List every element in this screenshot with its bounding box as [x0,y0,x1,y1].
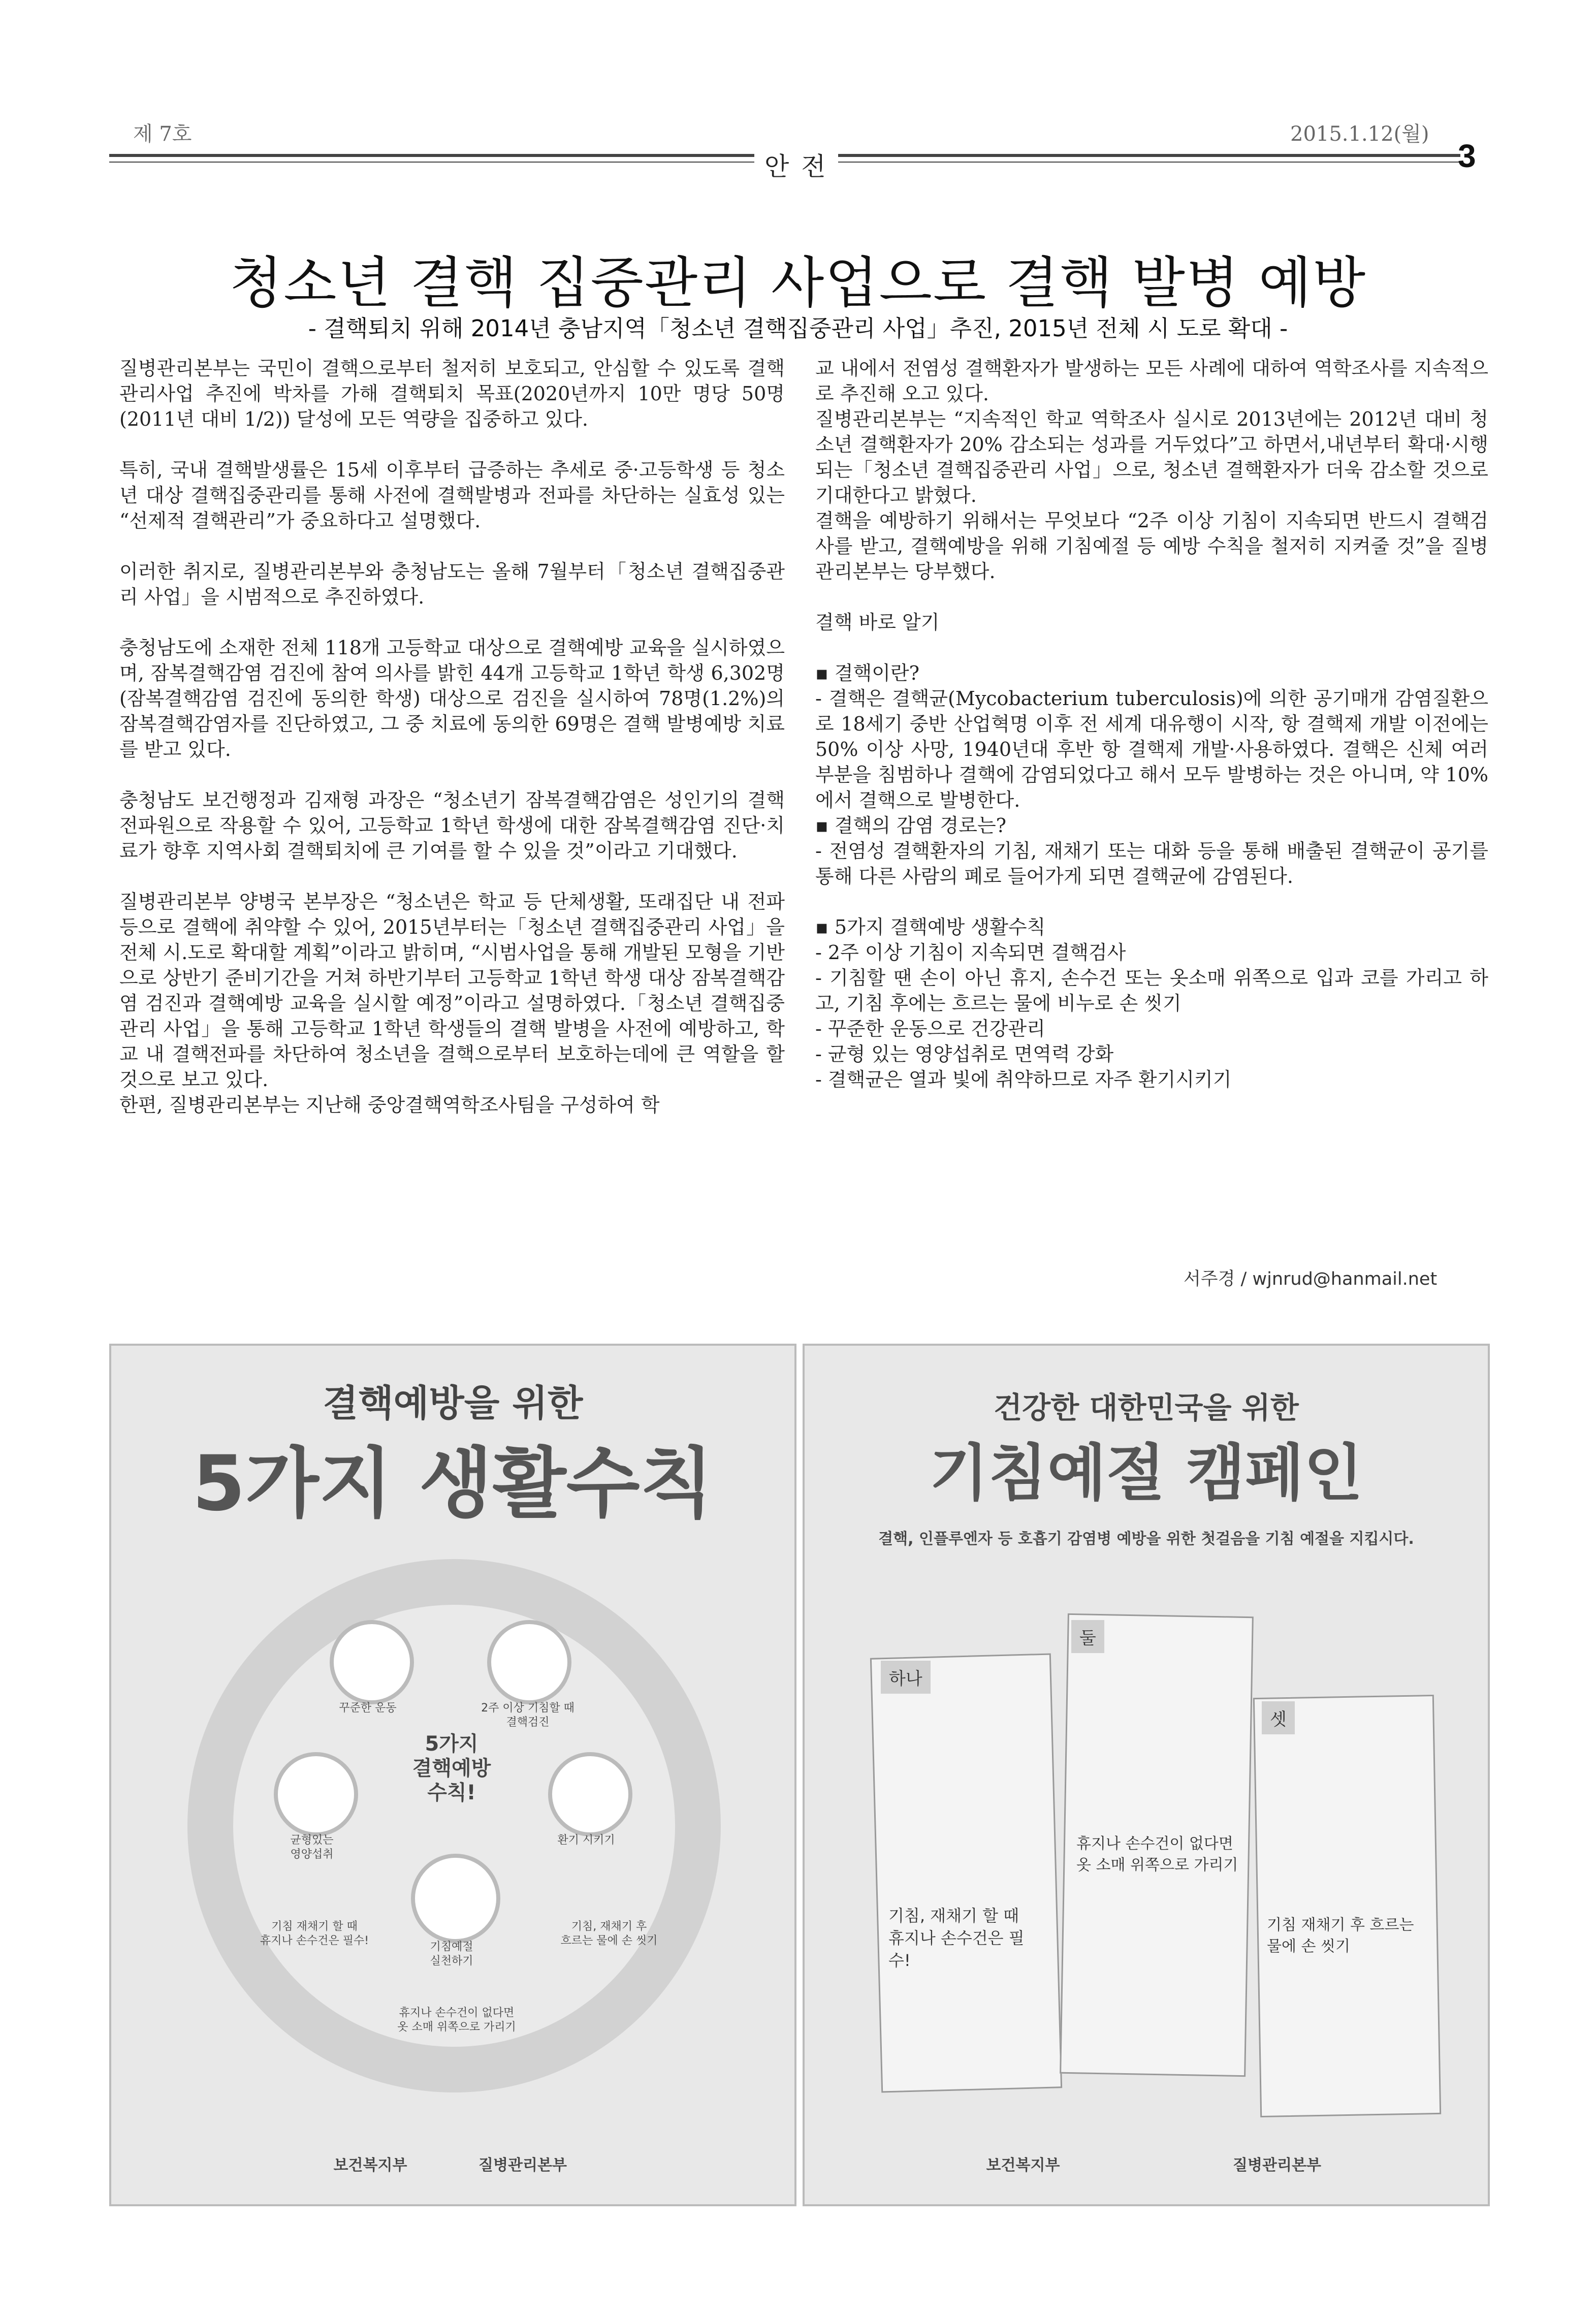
page-number: 3 [1458,138,1476,174]
card-tab: 셋 [1262,1701,1295,1734]
list-item: ▪ 결핵의 감염 경로는? [815,814,1007,837]
paragraph: 교 내에서 전염성 결핵환자가 발생하는 모든 사례에 대하여 역학조사를 지속적으로 추진해 오고 있다. [815,357,1488,405]
list-item: - 2주 이상 기침이 지속되면 결핵검사 [815,941,1126,964]
center-label: 5가지 결핵예방 수칙! [412,1732,491,1804]
rule-label: 꾸준한 운동 [339,1702,397,1715]
list-item: - 결핵은 결핵균(Mycobacterium tuberculosis)에 의한 공기매개 감염질환으로 18세기 중반 산업혁명 이후 전 세계 대유행이 시작, 항 결핵제 개발 이전에는 50% 이상 사망, 1940년대 후반 항 결핵제 개발·사용하였다. 결핵은 신체 여러 부분을 침범하나 결핵에 감염되었다고 해서 모두 발병하는 것은 아니며, 약 10%에서 결핵으로 발병한다. [815,687,1488,811]
poster-subtitle: 결핵예방을 위한 [323,1382,583,1424]
paragraph: 충청남도에 소재한 전체 118개 고등학교 대상으로 결핵예방 교육을 실시하였으며, 잠복결핵감염 검진에 참여 의사를 밝힌 44개 고등학교 1학년 학생 6,302명(잠복결핵감염 검진에 동의한 학생) 대상으로 검진을 실시하여 78명(1.2%)의 잠복결핵감염자를 진단하였고, 그 중 치료에 동의한 69명은 결핵 발병예방 치료를 받고 있다. [119,637,785,760]
poster-title: 기침예절 캠페인 [929,1438,1363,1509]
article-right-column [815,356,1488,1092]
sidebar-heading: 결핵 바로 알기 [815,611,940,633]
card-tab: 둘 [1071,1620,1104,1653]
list-item: - 결핵균은 열과 빛에 취약하므로 자주 환기시키기 [815,1068,1232,1091]
article-left-column [119,356,785,1118]
paragraph: 질병관리본부 양병국 본부장은 “청소년은 학교 등 단체생활, 또래집단 내 전파 등으로 결핵에 취약할 수 있어, 2015년부터는「청소년 결핵집중관리 사업」을 전체 시.도로 확대할 계획”이라고 밝히며, “시범사업을 통해 개발된 모형을 기반으로 상반기 준비기간을 거쳐 하반기부터 고등학교 1학년 학생 대상 잠복결핵감염 검진과 결핵예방 교육을 실시할 예정”이라고 설명하였다.「청소년 결핵집중관리 사업」을 통해 고등학교 1학년 학생들의 결핵 발병을 사전에 예방하고, 학교 내 결핵전파를 차단하여 청소년을 결핵으로부터 보호하는데에 큰 역할을 할 것으로 보고 있다. [119,891,785,1091]
poster-title: 5가지 생활수칙 [192,1440,714,1528]
section-label: 안 전 [764,152,828,181]
poster-note: 기침 재채기 할 때 휴지나 손수건은 필수! [260,1920,369,1947]
etiquette-card-3 [1253,1695,1441,2117]
rule-label: 균형있는 영양섭취 [290,1834,334,1861]
list-item: - 기침할 땐 손이 아닌 휴지, 손수건 또는 옷소매 위쪽으로 입과 코를 가리고 하고, 기침 후에는 흐르는 물에 비누로 손 씻기 [815,967,1488,1014]
ventilation-icon [548,1752,632,1836]
article-subtitle: - 결핵퇴치 위해 2014년 충남지역「청소년 결핵집중관리 사업」추진, 2015년 전체 시 도로 확대 - [308,315,1288,342]
list-item: - 꾸준한 운동으로 건강관리 [815,1018,1045,1040]
mohw-logo: 보건복지부 [333,2156,407,2174]
list-item: ▪ 결핵이란? [815,662,920,684]
paragraph: 특히, 국내 결핵발생률은 15세 이후부터 급증하는 추세로 중·고등학생 등 청소년 대상 결핵집중관리를 통해 사전에 결핵발병과 전파를 차단하는 실효성 있는 “선제적 결핵관리”가 중요하다고 설명했다. [119,459,785,532]
poster-tagline: 결핵, 인플루엔자 등 호흡기 감염병 예방을 위한 첫걸음을 기침 예절을 지킵시다. [878,1530,1414,1548]
paragraph: 한편, 질병관리본부는 지난해 중앙결핵역학조사팀을 구성하여 학 [119,1094,660,1116]
rule-label: 기침예절 실천하기 [430,1941,473,1968]
card-tab: 하나 [881,1661,931,1694]
kcdc-logo: 질병관리본부 [1233,2156,1321,2174]
rule-label: 환기 시키기 [557,1834,615,1847]
kcdc-logo: 질병관리본부 [478,2156,567,2174]
etiquette-card-1 [870,1653,1062,2092]
article-title: 청소년 결핵 집중관리 사업으로 결핵 발병 예방 [229,251,1367,315]
list-item: - 균형 있는 영양섭취로 면역력 강화 [815,1043,1114,1065]
header-rule-right-thin [838,162,1460,163]
list-item: - 전염성 결핵환자의 기침, 재채기 또는 대화 등을 통해 배출된 결핵균이 공기를 통해 다른 사람의 폐로 들어가게 되면 결핵균에 감염된다. [815,840,1488,887]
issue-number: 제 7호 [133,122,192,146]
paragraph: 질병관리본부는 “지속적인 학교 역학조사 실시로 2013년에는 2012년 대비 청소년 결핵환자가 20% 감소되는 성과를 거두었다”고 하면서,내년부터 확대·시행되는「청소년 결핵집중관리 사업」으로, 청소년 결핵환자가 더욱 감소할 것으로 기대한다고 밝혔다. [815,408,1488,506]
card-text: 휴지나 손수건이 없다면 옷 소매 위쪽으로 가리기 [1076,1835,1238,1874]
poster-note: 휴지나 손수건이 없다면 옷 소매 위쪽으로 가리기 [397,2007,516,2034]
header-rule-left [109,154,754,157]
paragraph: 충청남도 보건행정과 김재형 과장은 “청소년기 잠복결핵감염은 성인기의 결핵전파원으로 작용할 수 있어, 고등학교 1학년 학생에 대한 잠복결핵감염 진단·치료가 향후 지역사회 결핵퇴치에 큰 기여를 할 수 있을 것”이라고 기대했다. [119,789,785,862]
cough-check-icon [487,1620,571,1704]
byline: 서주경 / wjnrud@hanmail.net [1184,1269,1438,1289]
paragraph: 질병관리본부는 국민이 결핵으로부터 철저히 보호되고, 안심할 수 있도록 결핵관리사업 추진에 박차를 가해 결핵퇴치 목표(2020년까지 10만 명당 50명(2011년 대비 1/2)) 달성에 모든 역량을 집중하고 있다. [119,357,785,430]
issue-date: 2015.1.12(월) [1290,122,1429,146]
exercise-icon [330,1620,414,1704]
card-text: 기침, 재채기 할 때 휴지나 손수건은 필수! [888,1906,1025,1970]
poster-cough-etiquette [803,1344,1490,2206]
paragraph: 결핵을 예방하기 위해서는 무엇보다 “2주 이상 기침이 지속되면 반드시 결핵검사를 받고, 결핵예방을 위해 기침예절 등 예방 수칙을 철저히 지켜줄 것”을 질병관리본부는 당부했다. [815,510,1488,583]
header-rule-left-thin [109,162,754,163]
rule-label: 2주 이상 기침할 때 결핵검진 [481,1702,574,1729]
cough-etiquette-icon [411,1854,500,1943]
poster-subtitle: 건강한 대한민국을 위한 [994,1390,1299,1425]
mohw-logo: 보건복지부 [986,2156,1060,2174]
paragraph: 이러한 취지로, 질병관리본부와 충청남도는 올해 7월부터「청소년 결핵집중관리 사업」을 시범적으로 추진하였다. [119,560,785,608]
card-text: 기침 재채기 후 흐르는 물에 손 씻기 [1267,1916,1414,1955]
poster-five-rules [109,1344,796,2206]
header-rule-right [838,154,1460,157]
list-item: ▪ 5가지 결핵예방 생활수칙 [815,916,1046,938]
nutrition-icon [274,1752,358,1836]
poster-note: 기침, 재채기 후 흐르는 물에 손 씻기 [560,1920,658,1947]
